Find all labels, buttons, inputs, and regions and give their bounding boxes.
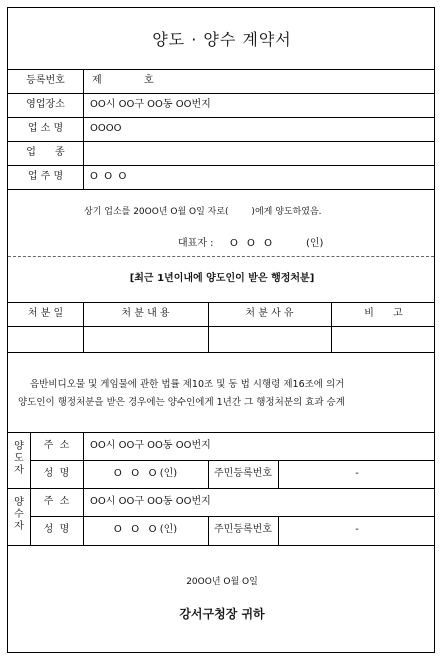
representative-label: 대표자 : xyxy=(178,238,214,249)
divider xyxy=(8,69,434,70)
transferor-address-label: 주 소 xyxy=(43,440,70,451)
disposition-header-date: 처 분 일 xyxy=(27,308,64,319)
transferee-name: O O O (인) xyxy=(113,524,178,535)
transfer-statement: 상기 업소를 20OO년 O월 O일 자로( )에게 양도하였음. xyxy=(84,207,322,217)
transferor-rrn: - xyxy=(355,468,359,479)
business-type-label: 업 종 xyxy=(26,147,65,158)
divider xyxy=(8,302,434,303)
disposition-header-note: 비 고 xyxy=(364,308,403,319)
business-owner-label: 업 주 명 xyxy=(27,171,64,182)
divider xyxy=(8,326,434,327)
transferee-name-label: 성 명 xyxy=(43,524,70,535)
transferee-rrn-label: 주민등록번호 xyxy=(214,524,272,535)
disposition-header-reason: 처 분 사 유 xyxy=(245,308,294,319)
contract-date: 20OO년 O월 O일 xyxy=(186,577,258,587)
business-place-label: 영업장소 xyxy=(26,99,65,110)
registration-suffix: 호 xyxy=(144,75,154,86)
business-name-label: 업 소 명 xyxy=(27,123,64,134)
disposition-header-content: 처 분 내 용 xyxy=(121,308,170,319)
dispositions-heading: [최근 1년이내에 양도인이 받은 행정처분] xyxy=(129,273,315,284)
transferor-name-label: 성 명 xyxy=(43,468,70,479)
transferee-address-label: 주 소 xyxy=(43,496,70,507)
divider xyxy=(8,117,434,118)
divider xyxy=(8,165,434,166)
representative-seal: (인) xyxy=(306,238,324,249)
business-name-value: OOOO xyxy=(90,123,122,134)
transferor-rrn-label: 주민등록번호 xyxy=(214,468,272,479)
divider xyxy=(8,432,434,433)
notice-line-2: 양도인이 행정처분을 받은 경우에는 양수인에게 1년간 그 행정처분의 효과 승계 xyxy=(18,397,345,408)
divider xyxy=(30,460,434,461)
transferor-side-label: 양도자 xyxy=(14,441,24,476)
divider xyxy=(83,69,84,189)
transferee-address: OO시 OO구 OO동 OO번지 xyxy=(90,496,211,507)
transferor-name: O O O (인) xyxy=(113,468,178,479)
registration-label: 등록번호 xyxy=(26,75,65,86)
registration-prefix: 제 xyxy=(92,75,102,86)
divider xyxy=(30,516,434,517)
representative-name: O O O xyxy=(230,238,275,249)
divider xyxy=(8,488,434,489)
divider xyxy=(8,545,434,546)
transferor-address: OO시 OO구 OO동 OO번지 xyxy=(90,440,211,451)
addressee: 강서구청장 귀하 xyxy=(179,607,265,621)
contract-form xyxy=(7,7,435,653)
form-title: 양도 · 양수 계약서 xyxy=(152,30,292,49)
transferee-rrn: - xyxy=(355,524,359,535)
transferee-side-label: 양수자 xyxy=(14,497,24,532)
notice-line-1: 음반비디오물 및 게임물에 관한 법률 제10조 및 동 법 시행령 제16조에 의거 xyxy=(30,379,345,390)
divider xyxy=(8,141,434,142)
business-owner-value: O O O xyxy=(90,171,127,182)
divider xyxy=(8,256,434,257)
divider xyxy=(8,352,434,353)
divider xyxy=(8,189,434,190)
business-place-value: OO시 OO구 OO동 OO번지 xyxy=(90,99,211,110)
divider xyxy=(8,93,434,94)
